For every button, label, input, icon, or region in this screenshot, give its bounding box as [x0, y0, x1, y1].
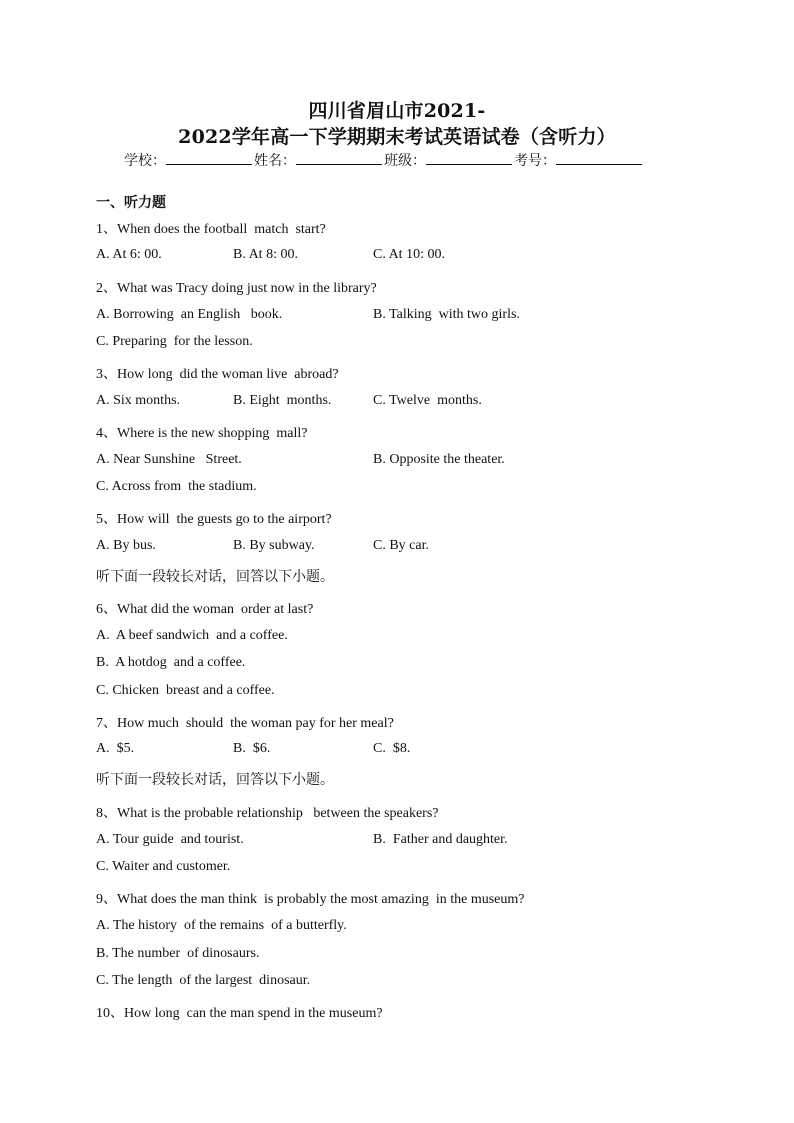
option-c: C. Chicken breast and a coffee. — [96, 683, 275, 698]
question-stem: 10、How long can the man spend in the museum? — [96, 1006, 383, 1021]
class-field — [384, 150, 514, 170]
option-c: C. The length of the largest dinosaur. — [96, 973, 311, 988]
option-b: B. Eight months. — [233, 393, 332, 408]
option-c: C. Across from the stadium. — [96, 479, 257, 494]
option-a: A. At 6: 00. — [96, 247, 162, 262]
option-a: A. By bus. — [96, 538, 156, 553]
question-stem: 3、How long did the woman live abroad? — [96, 367, 339, 382]
name-blank[interactable] — [296, 150, 382, 165]
long-dialogue-instruction: 听下面一段较长对话，回答以下小题。 — [96, 772, 334, 788]
option-a: A. A beef sandwich and a coffee. — [96, 628, 288, 643]
section-title: 一、听力题 — [96, 195, 166, 211]
class-blank[interactable] — [426, 150, 512, 165]
long-dialogue-instruction: 听下面一段较长对话，回答以下小题。 — [96, 569, 334, 585]
option-c: C. At 10: 00. — [373, 247, 445, 262]
class-label: 班级： — [384, 153, 426, 169]
name-field — [254, 150, 384, 170]
option-b: B. The number of dinosaurs. — [96, 946, 260, 961]
option-b: B. Father and daughter. — [373, 832, 508, 847]
option-c: C. By car. — [373, 538, 429, 553]
option-c: C. Preparing for the lesson. — [96, 334, 253, 349]
option-b: B. A hotdog and a coffee. — [96, 655, 246, 670]
option-a: A. The history of the remains of a butterfly. — [96, 918, 347, 933]
option-b: B. Talking with two girls. — [373, 307, 520, 322]
option-a: A. Near Sunshine Street. — [96, 452, 242, 467]
option-b: B. Opposite the theater. — [373, 452, 505, 467]
option-a: A. Six months. — [96, 393, 181, 408]
school-field — [124, 150, 254, 170]
option-c: C. Twelve months. — [373, 393, 482, 408]
exam-number-label: 考号： — [514, 153, 556, 169]
option-a: A. $5. — [96, 741, 135, 756]
option-b: B. At 8: 00. — [233, 247, 298, 262]
question-stem: 9、What does the man think is probably the most amazing in the museum? — [96, 892, 525, 907]
option-b: B. By subway. — [233, 538, 315, 553]
question-stem: 4、Where is the new shopping mall? — [96, 426, 308, 441]
question-stem: 7、How much should the woman pay for her meal? — [96, 716, 394, 731]
option-c: C. $8. — [373, 741, 411, 756]
question-stem: 8、What is the probable relationship between the speakers? — [96, 806, 439, 821]
exam-number-blank[interactable] — [556, 150, 642, 165]
question-stem: 6、What did the woman order at last? — [96, 602, 314, 617]
exam-title-line-2: 2022学年高一下学期期末考试英语试卷（含听力） — [178, 126, 616, 148]
school-label: 学校： — [124, 153, 166, 169]
exam-title-line-1: 四川省眉山市2021- — [308, 100, 486, 122]
option-a: A. Tour guide and tourist. — [96, 832, 244, 847]
option-a: A. Borrowing an English book. — [96, 307, 283, 322]
question-stem: 2、What was Tracy doing just now in the library? — [96, 281, 377, 296]
question-stem: 1、When does the football match start? — [96, 222, 326, 237]
option-b: B. $6. — [233, 741, 271, 756]
question-stem: 5、How will the guests go to the airport? — [96, 512, 332, 527]
school-blank[interactable] — [166, 150, 252, 165]
option-c: C. Waiter and customer. — [96, 859, 231, 874]
student-info-row — [124, 150, 684, 170]
name-label: 姓名： — [254, 153, 296, 169]
exam-number-field — [514, 150, 644, 170]
